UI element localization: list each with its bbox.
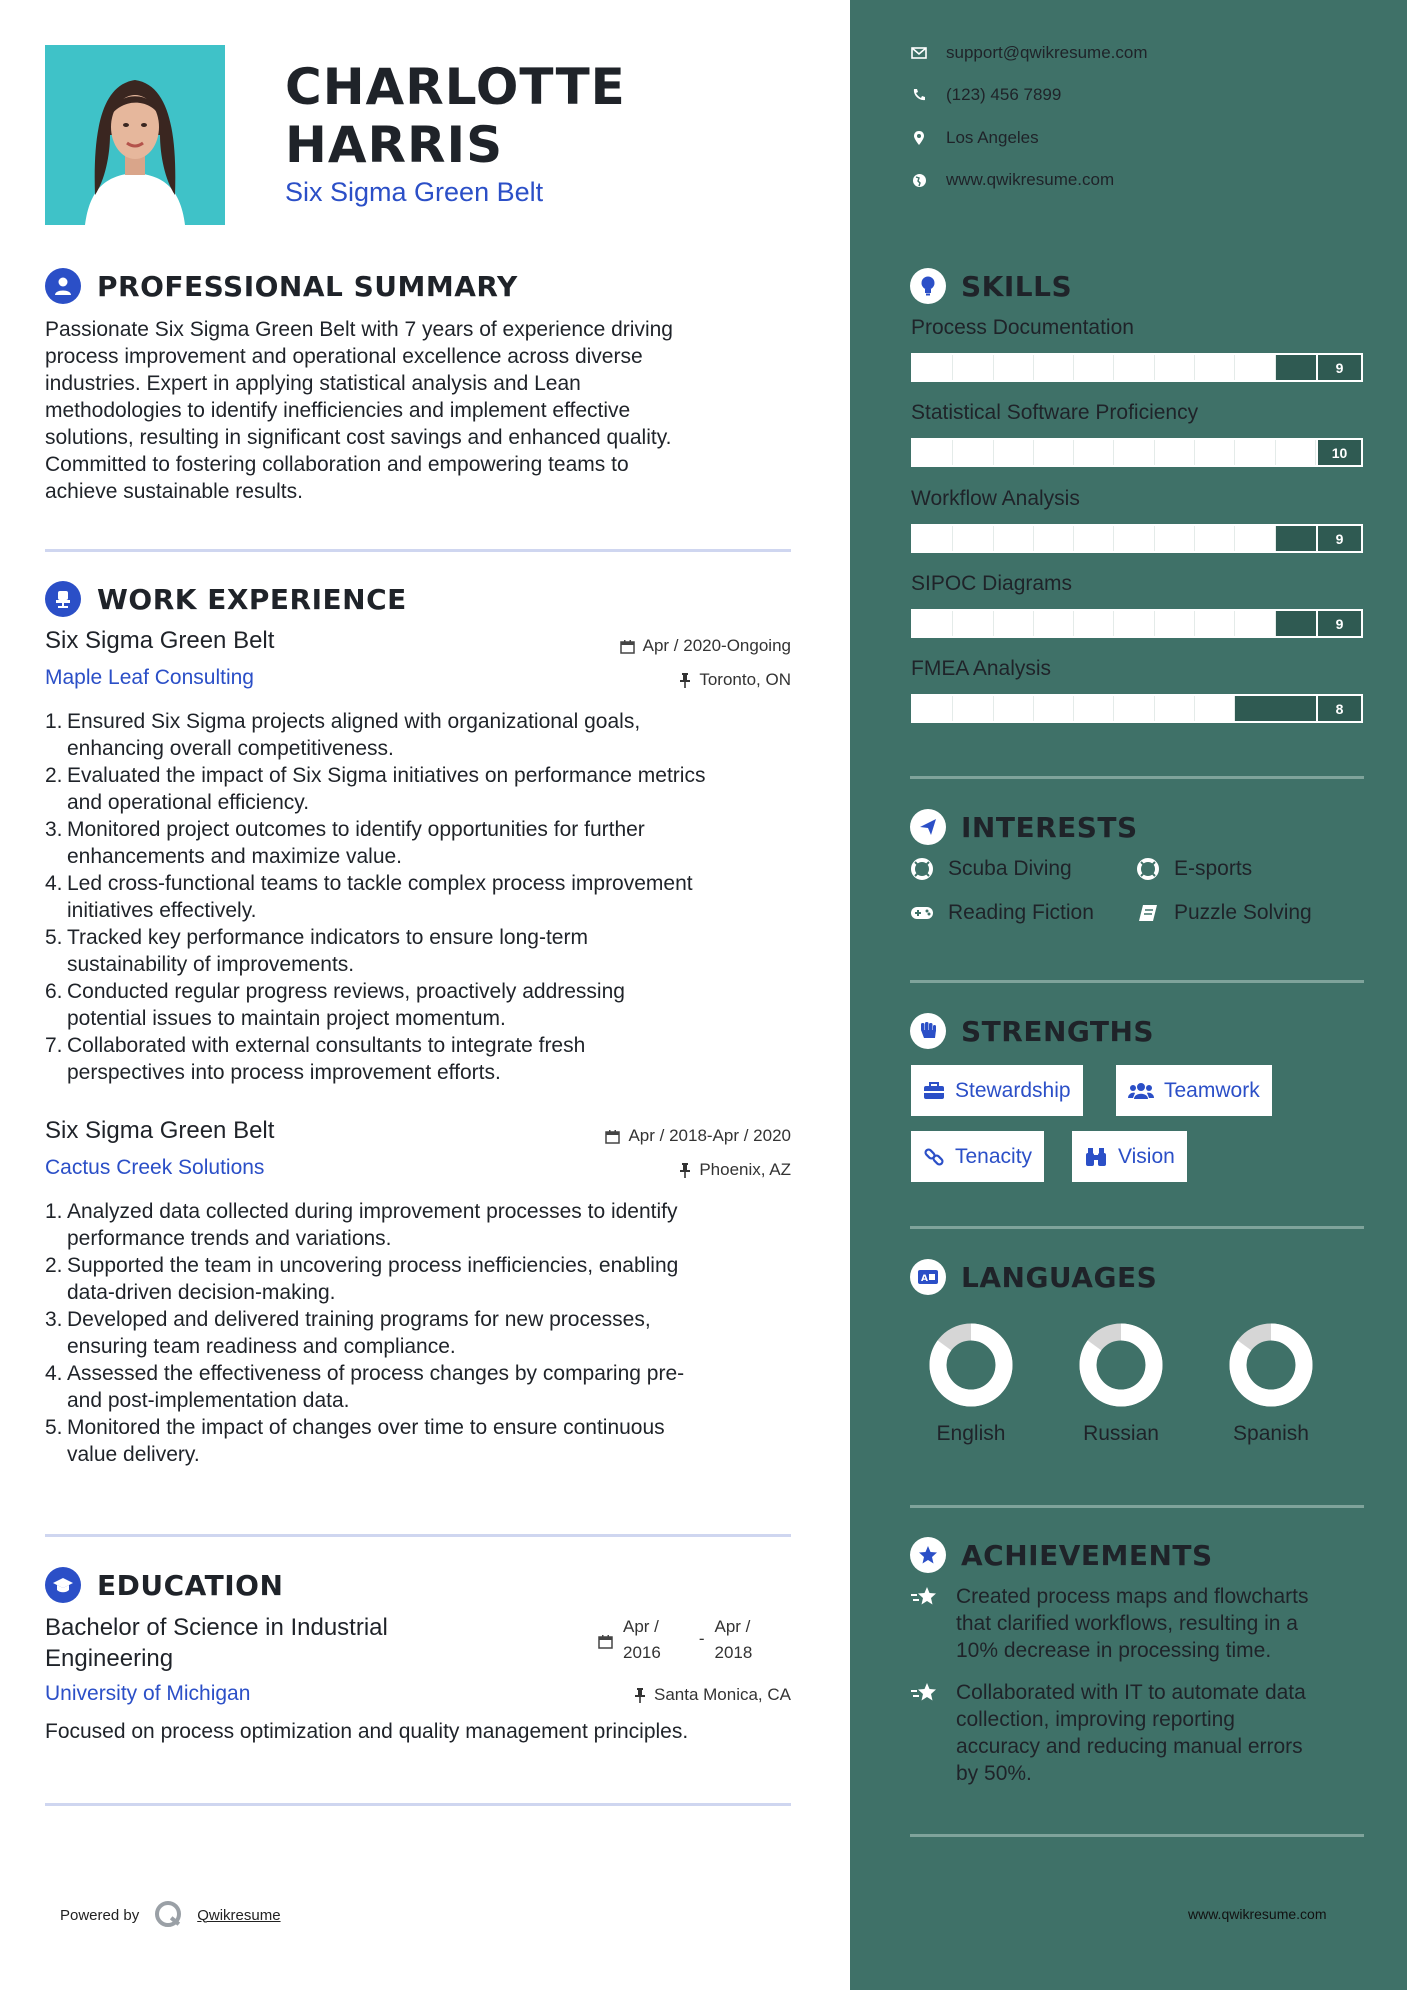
- graduation-cap-icon: [45, 1567, 81, 1603]
- interests-heading: INTERESTS: [961, 810, 1138, 844]
- list-item: 7. Collaborated with external consultants to integrate fresh perspectives into process improvement efforts.: [45, 1034, 586, 1084]
- education-location-text: Santa Monica, CA: [653, 1685, 791, 1704]
- contact-email: [910, 43, 1148, 63]
- interest-item: [1136, 901, 1312, 925]
- language-label: Spanish: [1233, 1422, 1309, 1445]
- section-divider: [910, 1226, 1364, 1229]
- section-divider: [910, 776, 1364, 779]
- interest-label: Puzzle Solving: [1174, 901, 1312, 924]
- section-divider: [910, 980, 1364, 983]
- section-divider: [45, 1534, 791, 1537]
- education-location: [634, 1685, 791, 1705]
- phone-icon: [910, 86, 928, 104]
- list-item: 4. Assessed the effectiveness of process changes by comparing pre- and post-implementation data.: [45, 1362, 685, 1412]
- skill-bar-fill: [913, 611, 1276, 636]
- language-level-ring: [1078, 1322, 1164, 1408]
- summary-line: Passionate Six Sigma Green Belt with 7 years of experience driving: [45, 318, 673, 341]
- job-1-date-text: Apr / 2020-Ongoing: [642, 636, 791, 655]
- section-divider: [910, 1505, 1364, 1508]
- job-title: Six Sigma Green Belt: [285, 177, 544, 207]
- list-item: 6. Conducted regular progress reviews, proactively addressing potential issues to maintain project momentum.: [45, 980, 625, 1030]
- summary-line: process improvement and operational excellence across diverse: [45, 345, 643, 368]
- skill-bar-fill: [913, 526, 1276, 551]
- education-start: Apr / 2016: [623, 1617, 661, 1662]
- experience-header: [45, 581, 407, 617]
- achievement-text: Collaborated with IT to automate data collection, improving reporting accuracy and reducing manual errors by 50%.: [956, 1681, 1306, 1785]
- skill-4-level: 9: [1316, 609, 1363, 638]
- language-item: [1066, 1322, 1176, 1446]
- skill-1-bar: [911, 353, 1316, 382]
- summary-text: [45, 316, 785, 505]
- job-1-title: Six Sigma Green Belt: [45, 627, 275, 654]
- briefcase-icon: [923, 1082, 945, 1100]
- list-item: 1. Analyzed data collected during improvement processes to identify performance trends and variations.: [45, 1200, 678, 1250]
- degree: [45, 1612, 388, 1674]
- skill-5-bar: [911, 694, 1316, 723]
- job-1-bullets: [45, 708, 795, 1086]
- strength-chip: [1072, 1131, 1187, 1182]
- interest-label: Scuba Diving: [948, 857, 1072, 880]
- chair-icon: [45, 581, 81, 617]
- achievement-text: Created process maps and flowcharts that clarified workflows, resulting in a 10% decrease in processing time.: [956, 1585, 1309, 1662]
- summary-line: achieve sustainable results.: [45, 480, 303, 503]
- skill-bar-fill: [913, 355, 1276, 380]
- language-label: Russian: [1083, 1422, 1159, 1445]
- languages-header: [910, 1259, 1157, 1295]
- users-icon: [1128, 1082, 1154, 1100]
- paper-plane-icon: [910, 809, 946, 845]
- list-item: 3. Developed and delivered training programs for new processes, ensuring team readiness and compliance.: [45, 1308, 651, 1358]
- footer-website[interactable]: www.qwikresume.com: [1188, 1906, 1327, 1922]
- skill-bar-fill: [913, 440, 1316, 465]
- interest-item: [910, 901, 1094, 925]
- achievement-item: [910, 1679, 1370, 1787]
- section-divider: [45, 549, 791, 552]
- calendar-icon: [598, 1634, 613, 1649]
- strength-chip: [911, 1131, 1044, 1182]
- skill-bar-fill: [913, 696, 1235, 721]
- languages-heading: LANGUAGES: [961, 1260, 1158, 1294]
- education-description: Focused on process optimization and quality management principles.: [45, 1720, 689, 1743]
- job-1-company: Maple Leaf Consulting: [45, 666, 254, 689]
- skills-heading: SKILLS: [961, 269, 1073, 303]
- language-item: [1216, 1322, 1326, 1446]
- skill-4-name: SIPOC Diagrams: [911, 572, 1073, 595]
- experience-heading: WORK EXPERIENCE: [97, 582, 407, 616]
- summary-line: Committed to fostering collaboration and empowering teams to: [45, 453, 629, 476]
- achievement-item: [910, 1583, 1370, 1664]
- list-item: 4. Led cross-functional teams to tackle complex process improvement initiatives effectively.: [45, 872, 693, 922]
- star-badge-icon: [910, 1537, 946, 1573]
- fist-icon: [910, 1013, 946, 1049]
- language-item: [916, 1322, 1026, 1446]
- lightbulb-icon: [910, 268, 946, 304]
- powered-by-label: Powered by: [60, 1906, 140, 1924]
- language-card-icon: [910, 1259, 946, 1295]
- summary-line: methodologies to identify inefficiencies and implement effective: [45, 399, 631, 422]
- skill-3-level: 9: [1316, 524, 1363, 553]
- summary-line: industries. Expert in applying statistical analysis and Lean: [45, 372, 581, 395]
- interest-label: Reading Fiction: [948, 901, 1094, 924]
- job-2-location: [679, 1160, 791, 1180]
- job-1-location-text: Toronto, ON: [699, 670, 791, 689]
- list-item: 2. Supported the team in uncovering process inefficiencies, enabling data-driven decision-making.: [45, 1254, 679, 1304]
- interest-item: [1136, 857, 1252, 881]
- pin-icon: [634, 1688, 646, 1703]
- skill-1-level: 9: [1316, 353, 1363, 382]
- strength-label: Tenacity: [955, 1144, 1033, 1168]
- calendar-icon: [605, 1129, 620, 1144]
- map-pin-icon: [910, 129, 928, 147]
- profile-photo: [45, 45, 225, 225]
- lifebuoy-icon: [1136, 857, 1160, 881]
- email-text[interactable]: support@qwikresume.com: [946, 43, 1148, 62]
- skill-2-name: Statistical Software Proficiency: [911, 401, 1199, 424]
- strength-chip: [1116, 1065, 1272, 1116]
- job-1-dates: [620, 636, 791, 656]
- website-text[interactable]: www.qwikresume.com: [946, 170, 1115, 189]
- language-level-ring: [1228, 1322, 1314, 1408]
- contact-location: [910, 128, 1039, 148]
- education-heading: EDUCATION: [97, 1568, 284, 1602]
- interest-item: [910, 857, 1072, 881]
- strength-chip: [911, 1065, 1083, 1116]
- envelope-icon: [910, 44, 928, 62]
- name-first: CHARLOTTE: [285, 58, 626, 116]
- skills-header: [910, 268, 1072, 304]
- qwikresume-logo-icon: [153, 1900, 183, 1930]
- binoculars-icon: [1084, 1147, 1108, 1167]
- candidate-name: [285, 58, 626, 174]
- svg-text:A: A: [921, 1274, 928, 1284]
- powered-by: [60, 1900, 281, 1930]
- summary-heading: PROFESSIONAL SUMMARY: [97, 269, 518, 303]
- language-level-ring: [928, 1322, 1014, 1408]
- summary-header: [45, 268, 518, 304]
- strength-label: Teamwork: [1164, 1078, 1260, 1102]
- language-label: English: [936, 1422, 1006, 1445]
- list-item: 5. Tracked key performance indicators to ensure long-term sustainability of improvements.: [45, 926, 588, 976]
- school: University of Michigan: [45, 1682, 251, 1705]
- interest-label: E-sports: [1174, 857, 1253, 880]
- contact-website: [910, 170, 1114, 190]
- location-text: Los Angeles: [946, 128, 1039, 147]
- pin-icon: [679, 1163, 691, 1178]
- book-icon: [1136, 901, 1160, 925]
- section-divider: [45, 1803, 791, 1806]
- name-last: HARRIS: [285, 116, 504, 174]
- lifebuoy-icon: [910, 857, 934, 881]
- education-end: Apr / 2018: [714, 1617, 753, 1662]
- job-1-location: [679, 670, 791, 690]
- summary-line: solutions, resulting in significant cost savings and enhanced quality.: [45, 426, 672, 449]
- achievements-heading: ACHIEVEMENTS: [961, 1538, 1213, 1572]
- skill-3-bar: [911, 524, 1316, 553]
- education-header: [45, 1567, 283, 1603]
- skill-2-level: 10: [1316, 438, 1363, 467]
- education-dates: [598, 1614, 752, 1666]
- job-2-bullets: [45, 1198, 795, 1468]
- strength-label: Stewardship: [955, 1078, 1071, 1102]
- interests-header: [910, 809, 1138, 845]
- link-icon: [923, 1146, 945, 1168]
- star-icon: [910, 1585, 940, 1664]
- skill-2-bar: [911, 438, 1316, 467]
- job-2-dates: [605, 1126, 791, 1146]
- section-divider: [910, 1834, 1364, 1837]
- pin-icon: [679, 673, 691, 688]
- job-2-title: Six Sigma Green Belt: [45, 1117, 275, 1144]
- skill-3-name: Workflow Analysis: [911, 487, 1080, 510]
- list-item: 5. Monitored the impact of changes over time to ensure continuous value delivery.: [45, 1416, 665, 1466]
- education-date-separator: -: [698, 1629, 705, 1648]
- calendar-icon: [620, 639, 635, 654]
- degree-line: Engineering: [45, 1645, 174, 1672]
- strengths-heading: STRENGTHS: [961, 1014, 1155, 1048]
- skill-4-bar: [911, 609, 1316, 638]
- list-item: 2. Evaluated the impact of Six Sigma initiatives on performance metrics and operational efficiency.: [45, 764, 706, 814]
- skill-5-level: 8: [1316, 694, 1363, 723]
- globe-icon: [910, 171, 928, 189]
- star-icon: [910, 1681, 940, 1787]
- user-icon: [45, 268, 81, 304]
- job-2-company: Cactus Creek Solutions: [45, 1156, 265, 1179]
- degree-line: Bachelor of Science in Industrial: [45, 1614, 388, 1641]
- strength-label: Vision: [1118, 1144, 1175, 1168]
- skill-5-name: FMEA Analysis: [911, 657, 1052, 680]
- list-item: 1. Ensured Six Sigma projects aligned with organizational goals, enhancing overall competitiveness.: [45, 710, 641, 760]
- job-2-location-text: Phoenix, AZ: [699, 1160, 791, 1179]
- qwikresume-link[interactable]: Qwikresume: [197, 1906, 281, 1924]
- achievements-header: [910, 1537, 1213, 1573]
- skill-1-name: Process Documentation: [911, 316, 1134, 339]
- list-item: 3. Monitored project outcomes to identify opportunities for further enhancements and maximize value.: [45, 818, 645, 868]
- job-2-date-text: Apr / 2018-Apr / 2020: [628, 1126, 791, 1145]
- phone-text: (123) 456 7899: [946, 85, 1062, 104]
- gamepad-icon: [910, 901, 934, 925]
- contact-phone: [910, 85, 1061, 105]
- strengths-header: [910, 1013, 1154, 1049]
